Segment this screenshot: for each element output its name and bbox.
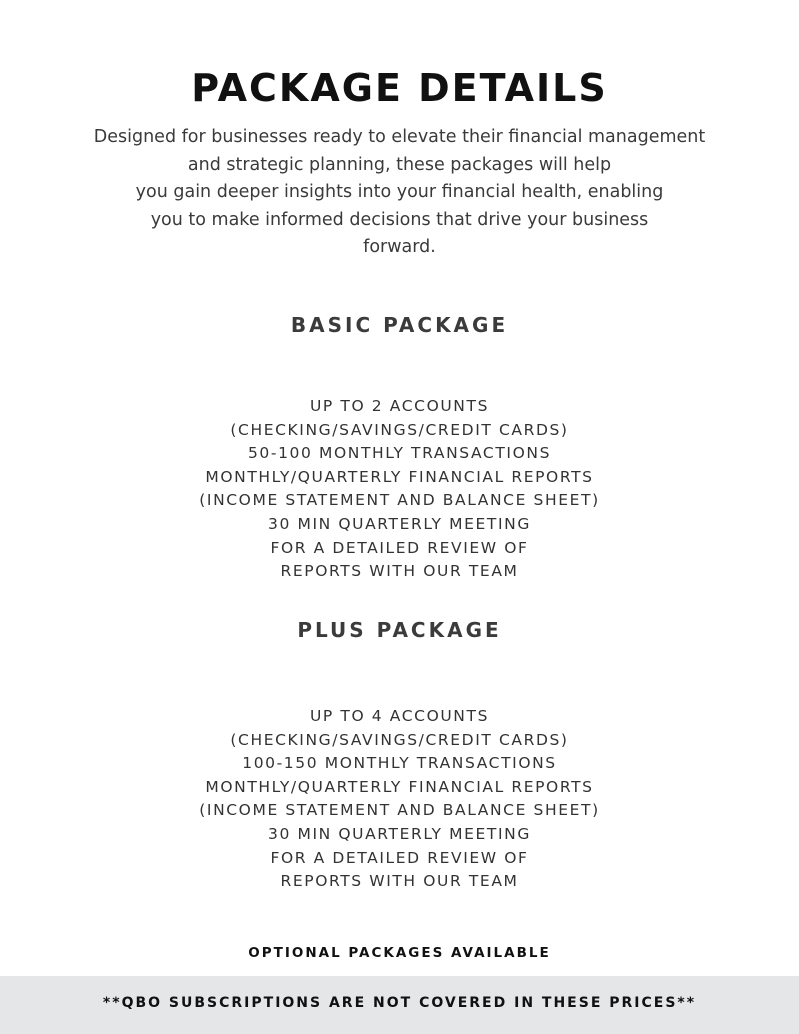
plus-package-features xyxy=(0,705,799,894)
intro-line: you to make informed decisions that drive your business xyxy=(150,209,649,230)
basic-package-features xyxy=(0,395,799,584)
optional-packages-note: OPTIONAL PACKAGES AVAILABLE xyxy=(248,945,551,961)
feature-item: 30 MIN QUARTERLY MEETING xyxy=(268,514,531,533)
intro-line: Designed for businesses ready to elevate their financial management xyxy=(93,127,706,147)
intro-line: forward. xyxy=(363,237,436,257)
feature-item: MONTHLY/QUARTERLY FINANCIAL REPORTS xyxy=(205,467,594,486)
feature-item: (CHECKING/SAVINGS/CREDIT CARDS) xyxy=(230,730,569,749)
feature-item: FOR A DETAILED REVIEW OF xyxy=(270,848,529,867)
basic-package-title: BASIC PACKAGE xyxy=(290,313,509,337)
plus-package-title: PLUS PACKAGE xyxy=(297,618,502,642)
feature-item: (CHECKING/SAVINGS/CREDIT CARDS) xyxy=(230,420,569,439)
footer-banner xyxy=(0,976,799,1034)
feature-item: REPORTS WITH OUR TEAM xyxy=(280,562,519,581)
feature-item: (INCOME STATEMENT AND BALANCE SHEET) xyxy=(199,491,600,510)
feature-item: MONTHLY/QUARTERLY FINANCIAL REPORTS xyxy=(205,777,594,796)
feature-item: REPORTS WITH OUR TEAM xyxy=(280,872,519,891)
intro-paragraph xyxy=(0,124,799,262)
intro-line: you gain deeper insights into your financial health, enabling xyxy=(135,182,664,202)
feature-item: 50-100 MONTHLY TRANSACTIONS xyxy=(247,444,552,463)
feature-item: UP TO 2 ACCOUNTS xyxy=(309,397,490,415)
feature-item: (INCOME STATEMENT AND BALANCE SHEET) xyxy=(199,801,600,820)
feature-item: 30 MIN QUARTERLY MEETING xyxy=(268,824,531,843)
feature-item: UP TO 4 ACCOUNTS xyxy=(309,707,490,725)
intro-line: and strategic planning, these packages will help xyxy=(187,154,612,175)
footer-disclaimer: **QBO SUBSCRIPTIONS ARE NOT COVERED IN THESE PRICES** xyxy=(102,995,697,1011)
page-title: PACKAGE DETAILS xyxy=(191,66,608,110)
feature-item: FOR A DETAILED REVIEW OF xyxy=(270,538,529,557)
feature-item: 100-150 MONTHLY TRANSACTIONS xyxy=(242,754,557,773)
